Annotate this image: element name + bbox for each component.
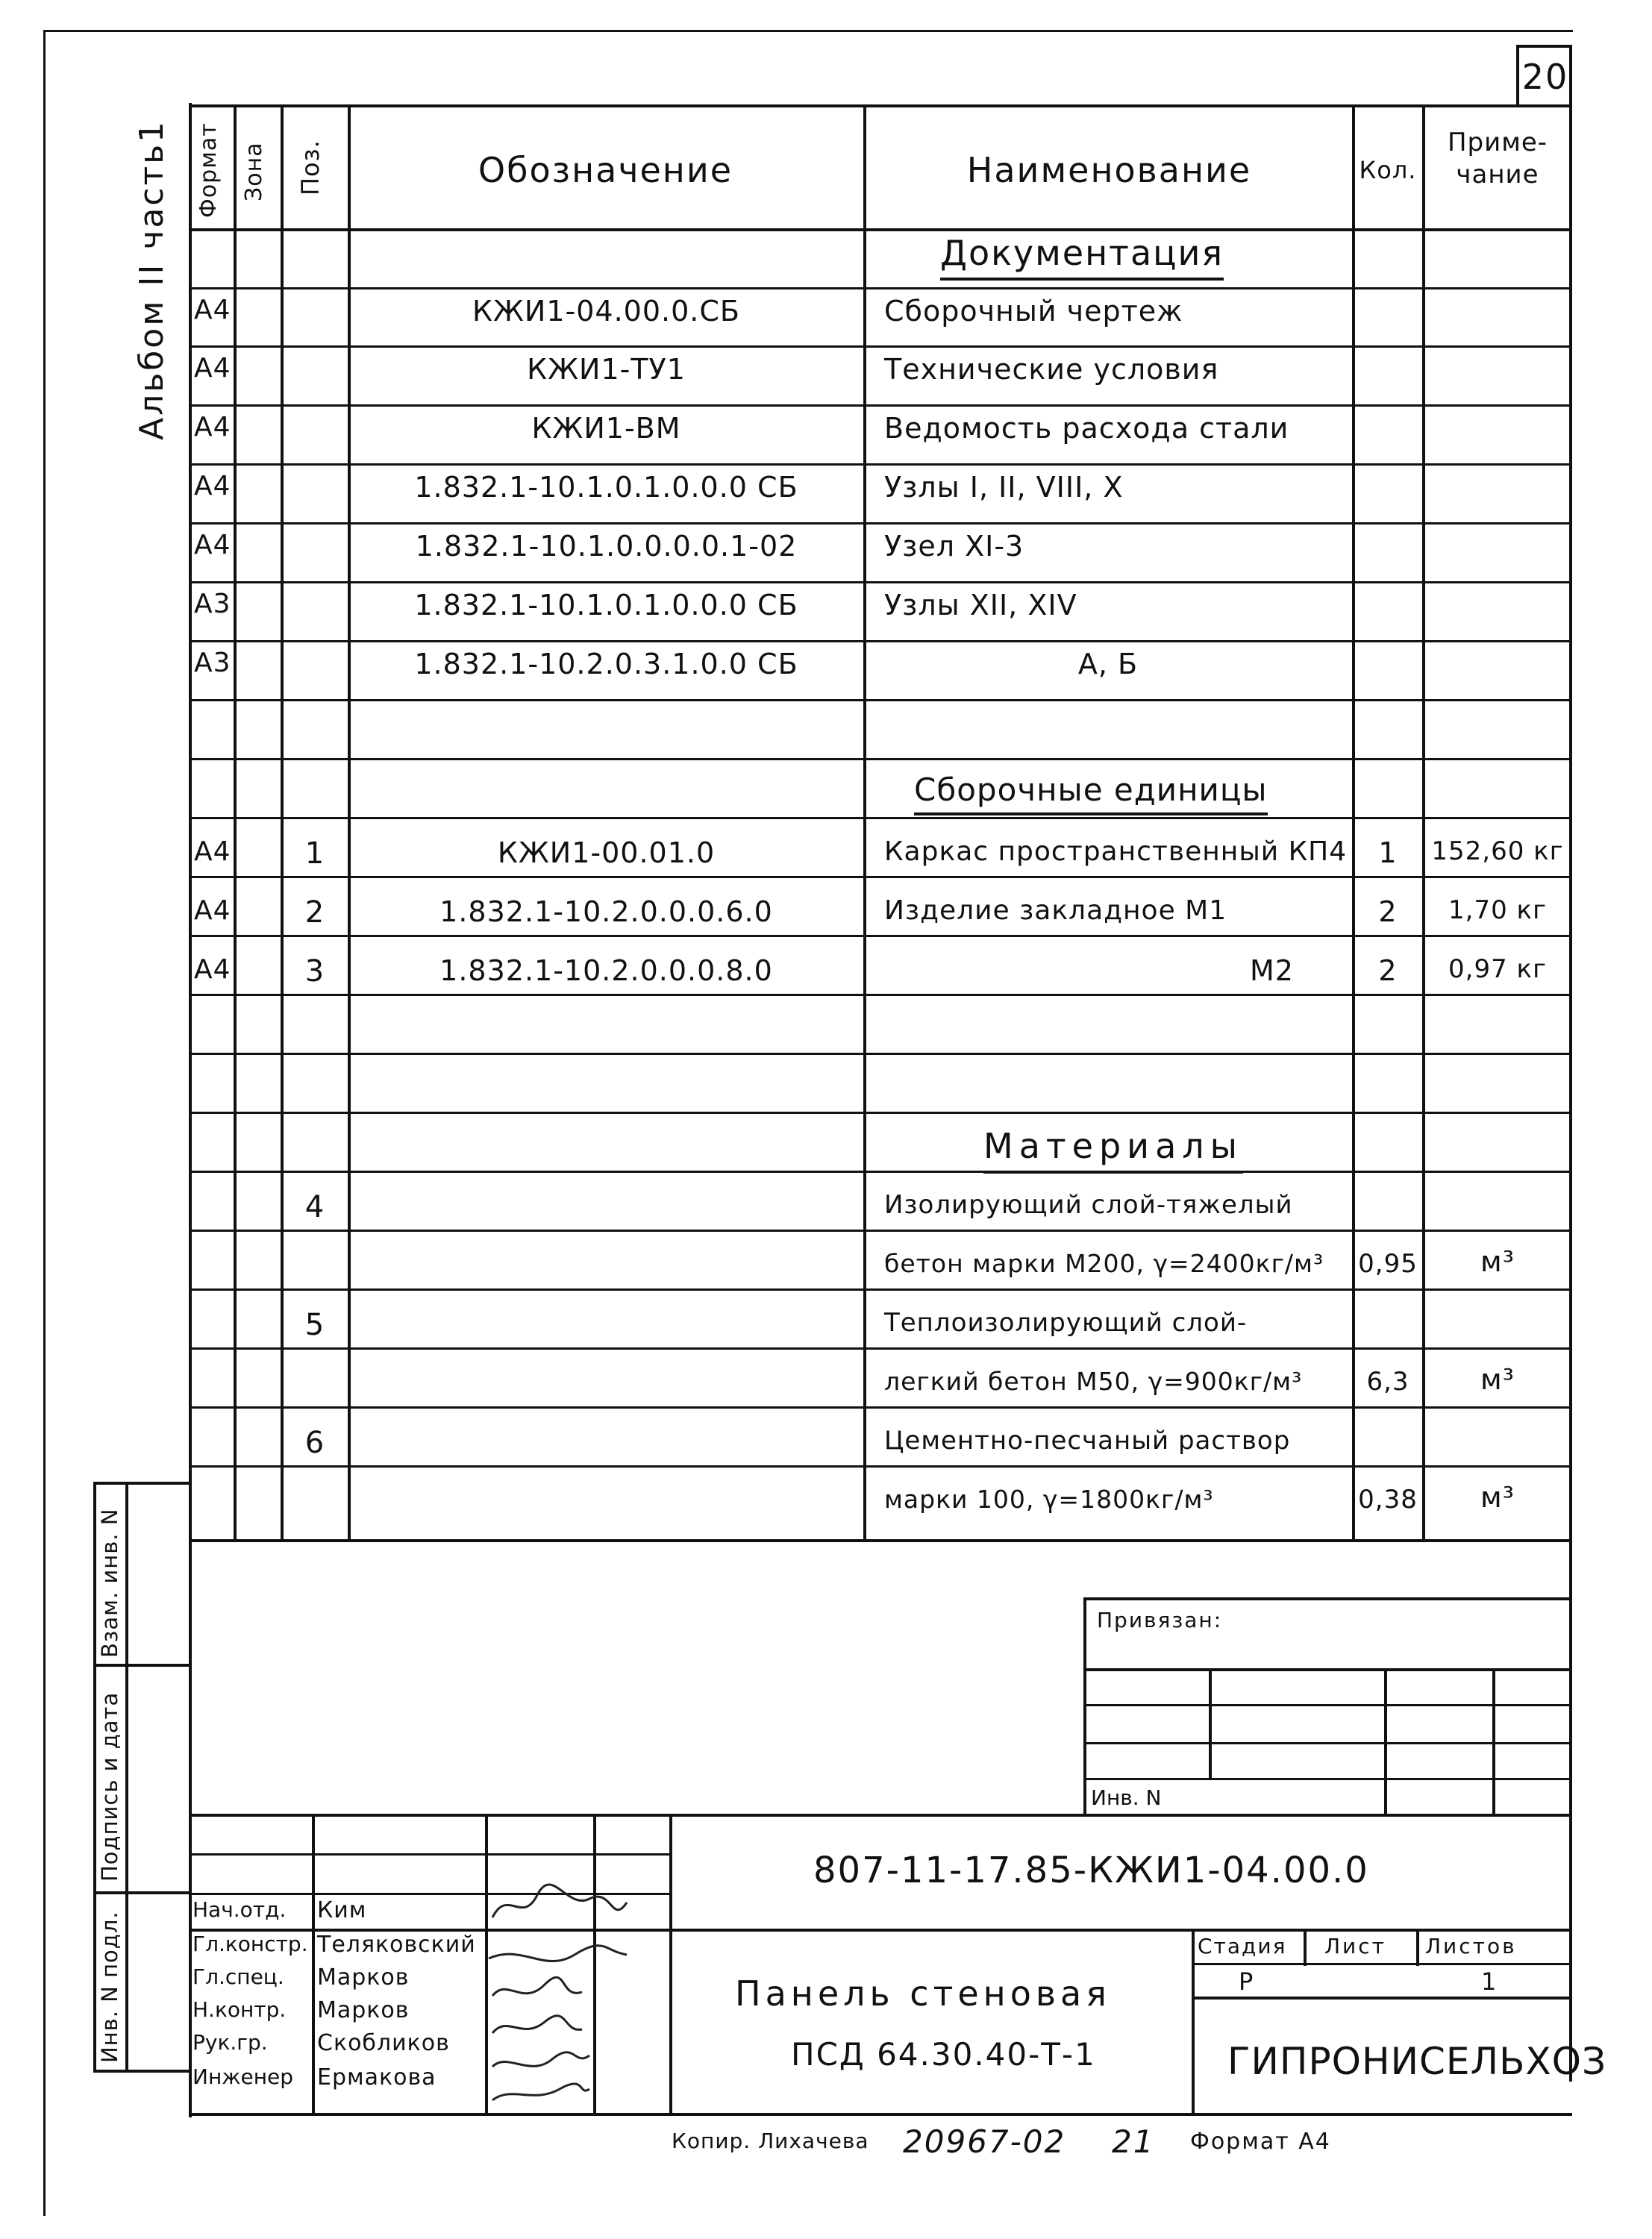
footer-order: 20967-02 [903, 2123, 1066, 2160]
title-line2: ПСД 64.30.40-Т-1 [791, 2036, 1096, 2073]
row-format: А4 [194, 412, 231, 442]
bound-box-row4 [1083, 1778, 1571, 1780]
table-row-line [189, 699, 1572, 701]
organization-name: ГИПРОНИСЕЛЬХОЗ [1227, 2040, 1607, 2083]
row-designation: 1.832.1-10.1.0.0.0.0.1-02 [415, 530, 798, 563]
bound-inv-label: Инв. N [1091, 1785, 1162, 1810]
row-qty: 1 [1378, 836, 1398, 869]
table-row-line [189, 522, 1572, 524]
label-inv-podl: Инв. N подл. [97, 1911, 122, 2063]
title-block-row-a [189, 1853, 671, 1856]
row-format: А4 [194, 295, 231, 325]
title-line1: Панель стеновая [735, 1973, 1111, 2014]
person-name: Марков [317, 1997, 410, 2023]
section-assembly-units: Сборочные единицы [914, 774, 1268, 806]
row-format: А4 [194, 836, 231, 867]
header-note: Приме- чание [1447, 128, 1548, 190]
row-qty: 2 [1378, 954, 1398, 987]
drawing-code: 807-11-17.85-КЖИ1-04.00.0 [813, 1850, 1369, 1891]
row-name: Узел XI-3 [884, 530, 1024, 563]
person-name: Марков [317, 1964, 410, 1991]
person-role: Инженер [193, 2064, 294, 2089]
row-format: А3 [194, 589, 231, 619]
frame-left-edge [43, 30, 46, 2216]
footer-page: 21 [1112, 2123, 1155, 2160]
section-materials: Материалы [983, 1129, 1243, 1163]
bound-box-col1 [1209, 1668, 1212, 1780]
row-name: Каркас пространственный КП4 [884, 836, 1348, 867]
row-name-line2: марки 100, γ=1800кг/м³ [884, 1485, 1214, 1514]
row-qty: 0,95 [1358, 1249, 1418, 1279]
sheet-number: 20 [1521, 57, 1569, 97]
header-zone: Зона [241, 142, 267, 201]
header-bottom-line [189, 228, 1572, 231]
tb-stage-line1 [1192, 1963, 1572, 1965]
row-designation: КЖИ1-ВМ [531, 412, 681, 445]
left-strip-inner [125, 1482, 128, 2071]
tb-stage-line2 [1192, 1997, 1572, 2000]
row-name: М2 [1250, 954, 1294, 987]
main-frame-top [189, 104, 1572, 107]
row-format: А4 [194, 954, 231, 985]
bound-box-col3 [1492, 1668, 1495, 1814]
left-strip-bottom [93, 2070, 190, 2073]
row-pos: 2 [304, 895, 325, 930]
title-block-top [189, 1814, 1572, 1817]
person-role: Нач.отд. [193, 1897, 287, 1922]
table-bottom-line [189, 1539, 1572, 1542]
bound-box-row3 [1083, 1742, 1571, 1744]
stage-value: Р [1239, 1967, 1254, 1996]
left-strip-outer [93, 1482, 96, 2071]
person-name: Ким [317, 1897, 367, 1923]
row-pos: 6 [304, 1426, 325, 1460]
table-row-line [189, 463, 1572, 466]
table-row-line [189, 1347, 1572, 1350]
table-row-line [189, 1288, 1572, 1291]
left-strip-div2 [93, 1891, 190, 1894]
table-row-line [189, 1112, 1572, 1114]
row-name-line2: легкий бетон М50, γ=900кг/м³ [884, 1367, 1303, 1396]
table-row-line [189, 758, 1572, 760]
row-note: м³ [1480, 1481, 1515, 1514]
row-designation: КЖИ1-00.01.0 [497, 836, 716, 869]
header-name: Наименование [966, 150, 1252, 190]
row-name: Сборочный чертеж [884, 295, 1183, 328]
row-qty: 2 [1378, 895, 1398, 928]
row-note: м³ [1480, 1245, 1515, 1278]
frame-top-edge [43, 30, 1573, 32]
col-name-line [863, 104, 866, 1541]
row-name: Технические условия [884, 353, 1219, 386]
row-name-line2: бетон марки М200, γ=2400кг/м³ [884, 1249, 1324, 1278]
row-name: А, Б [1077, 648, 1139, 680]
row-designation: КЖИ1-ТУ1 [527, 353, 686, 386]
main-frame-bottom [189, 2113, 1572, 2116]
tb-col-role [312, 1814, 315, 2115]
table-row-line [189, 640, 1572, 642]
bound-box-row2 [1083, 1704, 1571, 1706]
person-role: Н.контр. [193, 1997, 287, 2022]
row-note: 0,97 кг [1448, 954, 1547, 984]
row-designation: 1.832.1-10.2.0.3.1.0.0 СБ [414, 648, 798, 680]
signatures-scribbles [478, 1880, 672, 2104]
row-designation: 1.832.1-10.2.0.0.0.8.0 [439, 954, 773, 987]
col-qty-line [1352, 104, 1355, 1541]
sheet-number-box-top [1516, 45, 1572, 48]
table-row-line [189, 876, 1572, 878]
bound-box-col2 [1384, 1668, 1387, 1814]
table-row-line [189, 994, 1572, 996]
row-qty: 6,3 [1366, 1367, 1409, 1397]
tb-col-sheets [1416, 1929, 1419, 1966]
row-name: Изделие закладное М1 [884, 895, 1227, 926]
left-strip-top [93, 1482, 190, 1485]
row-note: 1,70 кг [1448, 895, 1547, 925]
row-format: А4 [194, 471, 231, 501]
table-row-line [189, 817, 1572, 819]
person-role: Гл.констр. [193, 1932, 308, 1956]
row-name-line1: Теплоизолирующий слой- [884, 1308, 1248, 1338]
label-sign-date: Подпись и дата [97, 1691, 122, 1882]
row-note: м³ [1480, 1363, 1515, 1396]
header-pos: Поз. [296, 140, 325, 195]
tb-col-sheet [1304, 1929, 1307, 1966]
row-note: 152,60 кг [1431, 836, 1564, 866]
album-label: Альбом II часть1 [133, 119, 171, 440]
row-pos: 4 [304, 1190, 325, 1224]
row-designation: КЖИ1-04.00.0.СБ [472, 295, 740, 328]
bound-box-row1 [1083, 1668, 1571, 1671]
bound-box-top [1083, 1597, 1571, 1600]
row-name-line1: Цементно-песчаный раствор [884, 1426, 1291, 1456]
label-vzam-inv: Взам. инв. N [97, 1508, 122, 1658]
row-format: А3 [194, 648, 231, 678]
stage-label: Стадия [1198, 1934, 1287, 1958]
table-row-line [189, 1053, 1572, 1055]
table-row-line [189, 404, 1572, 407]
tb-col-stage [1192, 1929, 1195, 2115]
table-row-line [189, 1406, 1572, 1409]
row-designation: 1.832.1-10.2.0.0.0.6.0 [439, 895, 773, 928]
footer-format: Формат А4 [1190, 2129, 1331, 2155]
header-format: Формат [195, 122, 222, 218]
row-format: А4 [194, 895, 231, 926]
row-name-line1: Изолирующий слой-тяжелый [884, 1190, 1293, 1220]
table-row-line [189, 1465, 1572, 1468]
row-qty: 0,38 [1358, 1485, 1418, 1515]
person-name: Скобликов [317, 2030, 450, 2056]
person-name: Теляковский [317, 1932, 476, 1958]
row-pos: 5 [304, 1308, 325, 1342]
person-role: Рук.гр. [193, 2030, 268, 2055]
sheet-number-box-left [1516, 45, 1519, 106]
table-row-line [189, 345, 1572, 348]
bound-label: Привязан: [1097, 1608, 1223, 1632]
row-pos: 1 [304, 836, 325, 871]
person-name: Ермакова [317, 2064, 437, 2091]
sheet-label: Лист [1324, 1934, 1386, 1958]
left-strip-div1 [93, 1664, 190, 1667]
person-role: Гл.спец. [193, 1964, 284, 1989]
row-name: Узлы I, II, VIII, X [884, 471, 1124, 504]
section-documentation: Документация [940, 236, 1224, 270]
row-pos: 3 [304, 954, 325, 989]
row-format: А4 [194, 353, 231, 383]
sheets-label: Листов [1425, 1934, 1517, 1958]
col-note-line [1422, 104, 1425, 1541]
table-row-line [189, 287, 1572, 289]
header-designation: Обозначение [478, 150, 733, 190]
footer-copied: Копир. Лихачева [672, 2129, 869, 2153]
header-qty: Кол. [1359, 156, 1417, 184]
table-row-line [189, 935, 1572, 937]
col-zone-line [234, 104, 237, 1541]
sheets-value: 1 [1481, 1967, 1498, 1996]
row-designation: 1.832.1-10.1.0.1.0.0.0 СБ [414, 471, 798, 504]
main-frame-right [1569, 45, 1572, 2082]
row-name: Узлы XII, XIV [884, 589, 1077, 621]
table-row-line [189, 1171, 1572, 1173]
row-format: А4 [194, 530, 231, 560]
row-designation: 1.832.1-10.1.0.1.0.0.0 СБ [414, 589, 798, 621]
row-name: Ведомость расхода стали [884, 412, 1289, 445]
table-row-line [189, 581, 1572, 583]
table-row-line [189, 1230, 1572, 1232]
